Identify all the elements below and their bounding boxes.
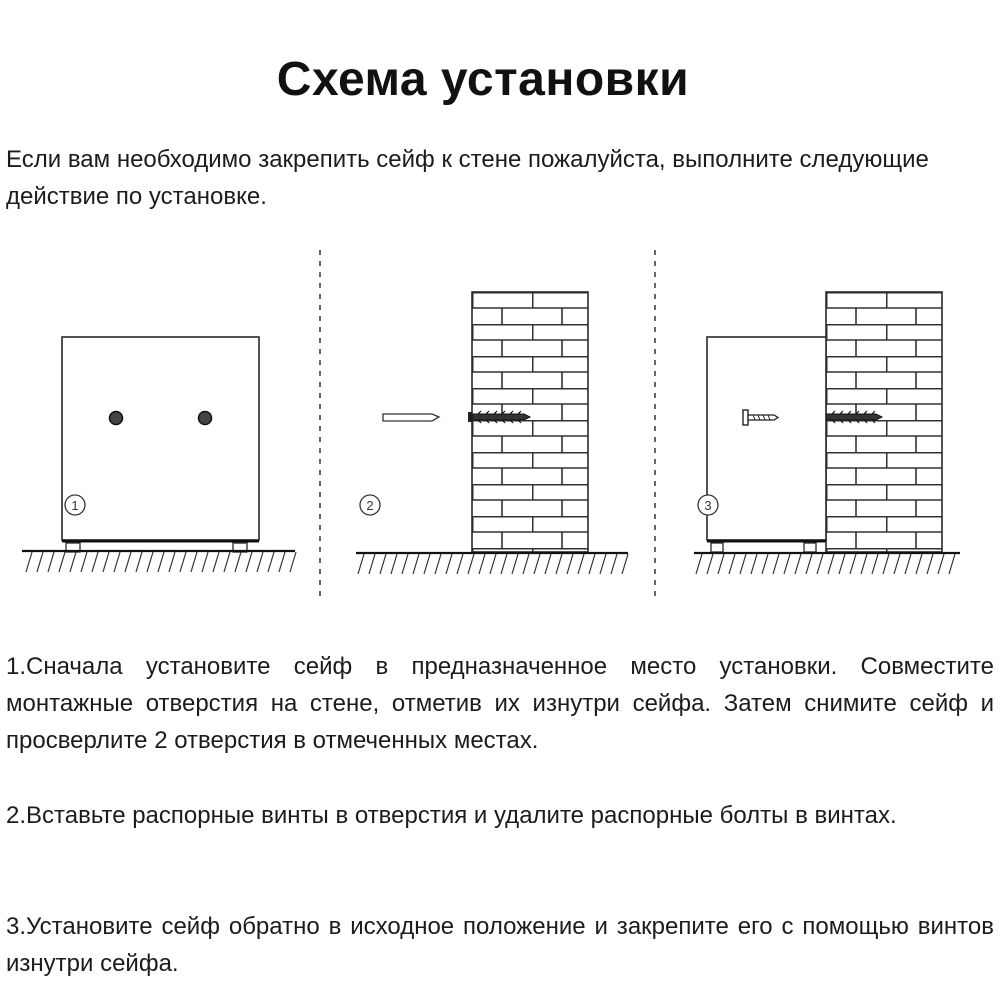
brick-wall [472,292,588,552]
hatch-line [806,554,812,574]
hatch-line [490,554,496,574]
hatch-line [191,552,197,572]
hatch-line [545,554,551,574]
hatch-line [246,552,252,572]
hatch-line [369,554,375,574]
step-1-text: 1.Сначала установите сейф в предназначенное место установки. Совместите монтажные отверстия на стене, отметив их изнутри сейфа. Затем снимите сейф и просверлите 2 отверстия в отмеченных местах. [6,653,994,754]
figure-2 [356,292,628,574]
hatch-line [147,552,153,572]
hatch-line [26,552,32,572]
mounting-hole [110,412,123,425]
hatch-line [729,554,735,574]
hatch-line [435,554,441,574]
hatch-line [290,552,296,572]
hatch-line [70,552,76,572]
hatch-line [578,554,584,574]
ground-hatch [696,554,955,574]
hatch-line [279,552,285,572]
hatch-line [600,554,606,574]
hatch-line [696,554,702,574]
hatch-line [391,554,397,574]
hatch-line [92,552,98,572]
hatch-line [817,554,823,574]
safe-foot [804,543,816,552]
hatch-line [611,554,617,574]
hatch-line [402,554,408,574]
hatch-line [949,554,955,574]
brick-wall [826,292,942,552]
step-number: 1 [71,498,79,513]
safe-body [62,337,259,540]
hatch-line [501,554,507,574]
intro-text: Если вам необходимо закрепить сейф к стене пожалуйста, выполните следующие действие по установке. [6,146,929,210]
step-2-text: 2.Вставьте распорные винты в отверстия и удалите распорные болты в винтах. [6,802,897,829]
hatch-line [81,552,87,572]
hatch-line [718,554,724,574]
hatch-line [523,554,529,574]
hatch-line [213,552,219,572]
hatch-line [894,554,900,574]
hatch-line [534,554,540,574]
hatch-line [861,554,867,574]
hatch-line [48,552,54,572]
hatch-line [268,552,274,572]
hatch-line [37,552,43,572]
hatch-line [136,552,142,572]
safe-foot [711,543,723,552]
hatch-line [589,554,595,574]
hatch-line [773,554,779,574]
hatch-line [380,554,386,574]
hatch-line [59,552,65,572]
hatch-line [202,552,208,572]
hatch-line [556,554,562,574]
hatch-line [839,554,845,574]
hatch-line [850,554,856,574]
hatch-line [622,554,628,574]
hatch-line [235,552,241,572]
page-title: Схема установки [276,53,690,106]
hatch-line [707,554,713,574]
hatch-line [567,554,573,574]
hatch-line [457,554,463,574]
hatch-line [751,554,757,574]
hatch-line [257,552,263,572]
hatch-line [938,554,944,574]
hatch-line [468,554,474,574]
hatch-line [784,554,790,574]
safe-body [707,337,826,540]
hatch-line [883,554,889,574]
hatch-line [413,554,419,574]
step-number: 3 [704,498,712,513]
hatch-line [180,552,186,572]
hatch-line [905,554,911,574]
ground-hatch [26,552,296,572]
hatch-line [872,554,878,574]
hatch-line [424,554,430,574]
expansion-bolt [383,414,439,421]
figure-1 [22,337,296,572]
hatch-line [103,552,109,572]
step-3-text: 3.Установите сейф обратно в исходное положение и закрепите его с помощью винтов изнутри сейфа. [6,913,994,977]
hatch-line [125,552,131,572]
hatch-line [512,554,518,574]
hatch-line [358,554,364,574]
hatch-line [740,554,746,574]
hatch-line [479,554,485,574]
figure-3 [694,292,960,574]
hatch-line [762,554,768,574]
mounting-hole [199,412,212,425]
hatch-line [114,552,120,572]
hatch-line [927,554,933,574]
step-number: 2 [366,498,374,513]
hatch-line [828,554,834,574]
hatch-line [795,554,801,574]
hatch-line [224,552,230,572]
ground-hatch [358,554,628,574]
hatch-line [169,552,175,572]
installation-diagram [0,245,1000,605]
hatch-line [158,552,164,572]
hatch-line [446,554,452,574]
hatch-line [916,554,922,574]
